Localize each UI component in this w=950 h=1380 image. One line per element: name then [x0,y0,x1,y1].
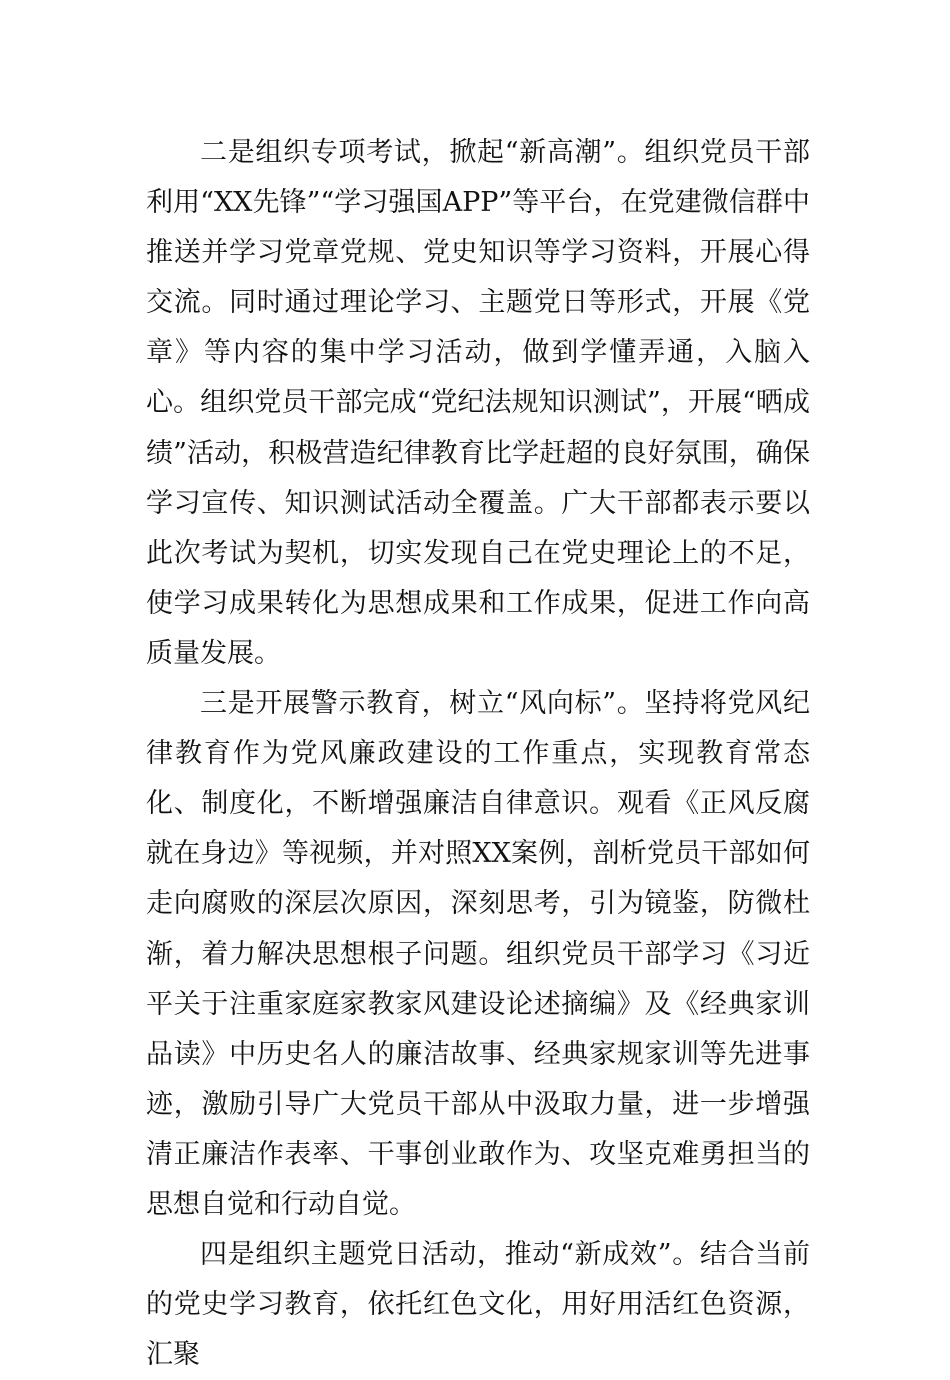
document-body [146,128,810,1380]
paragraph-warning-education: 三是开展警示教育，树立“风向标”。坚持将党风纪律教育作为党风廉政建设的工作重点，实现教育常态化、制度化，不断增强廉洁自律意识。观看《正风反腐就在身边》等视频，并对照XX案例，剖析党员干部如何走向腐败的深层次原因，深刻思考，引为镜鉴，防微杜渐，着力解决思想根子问题。组织党员干部学习《习近平关于注重家庭家教家风建设论述摘编》及《经典家训品读》中历史名人的廉洁故事、经典家规家训等先进事迹，激励引导广大党员干部从中汲取力量，进一步增强清正廉洁作表率、干事创业敢作为、攻坚克难勇担当的思想自觉和行动自觉。 [146,688,810,1220]
paragraph-exam: 二是组织专项考试，掀起“新高潮”。组织党员干部利用“XX先锋”“学习强国APP”等平台，在党建微信群中推送并学习党章党规、党史知识等学习资料，开展心得交流。同时通过理论学习、主题党日等形式，开展《党章》等内容的集中学习活动，做到学懂弄通，入脑入心。组织党员干部完成“党纪法规知识测试”，开展“晒成绩”活动，积极营造纪律教育比学赶超的良好氛围，确保学习宣传、知识测试活动全覆盖。广大干部都表示要以此次考试为契机，切实发现自己在党史理论上的不足，使学习成果转化为思想成果和工作成果，促进工作向高质量发展。 [146,137,810,669]
paragraph-party-day: 四是组织主题党日活动，推动“新成效”。结合当前的党史学习教育，依托红色文化，用好用活红色资源，汇聚 [146,1239,810,1371]
